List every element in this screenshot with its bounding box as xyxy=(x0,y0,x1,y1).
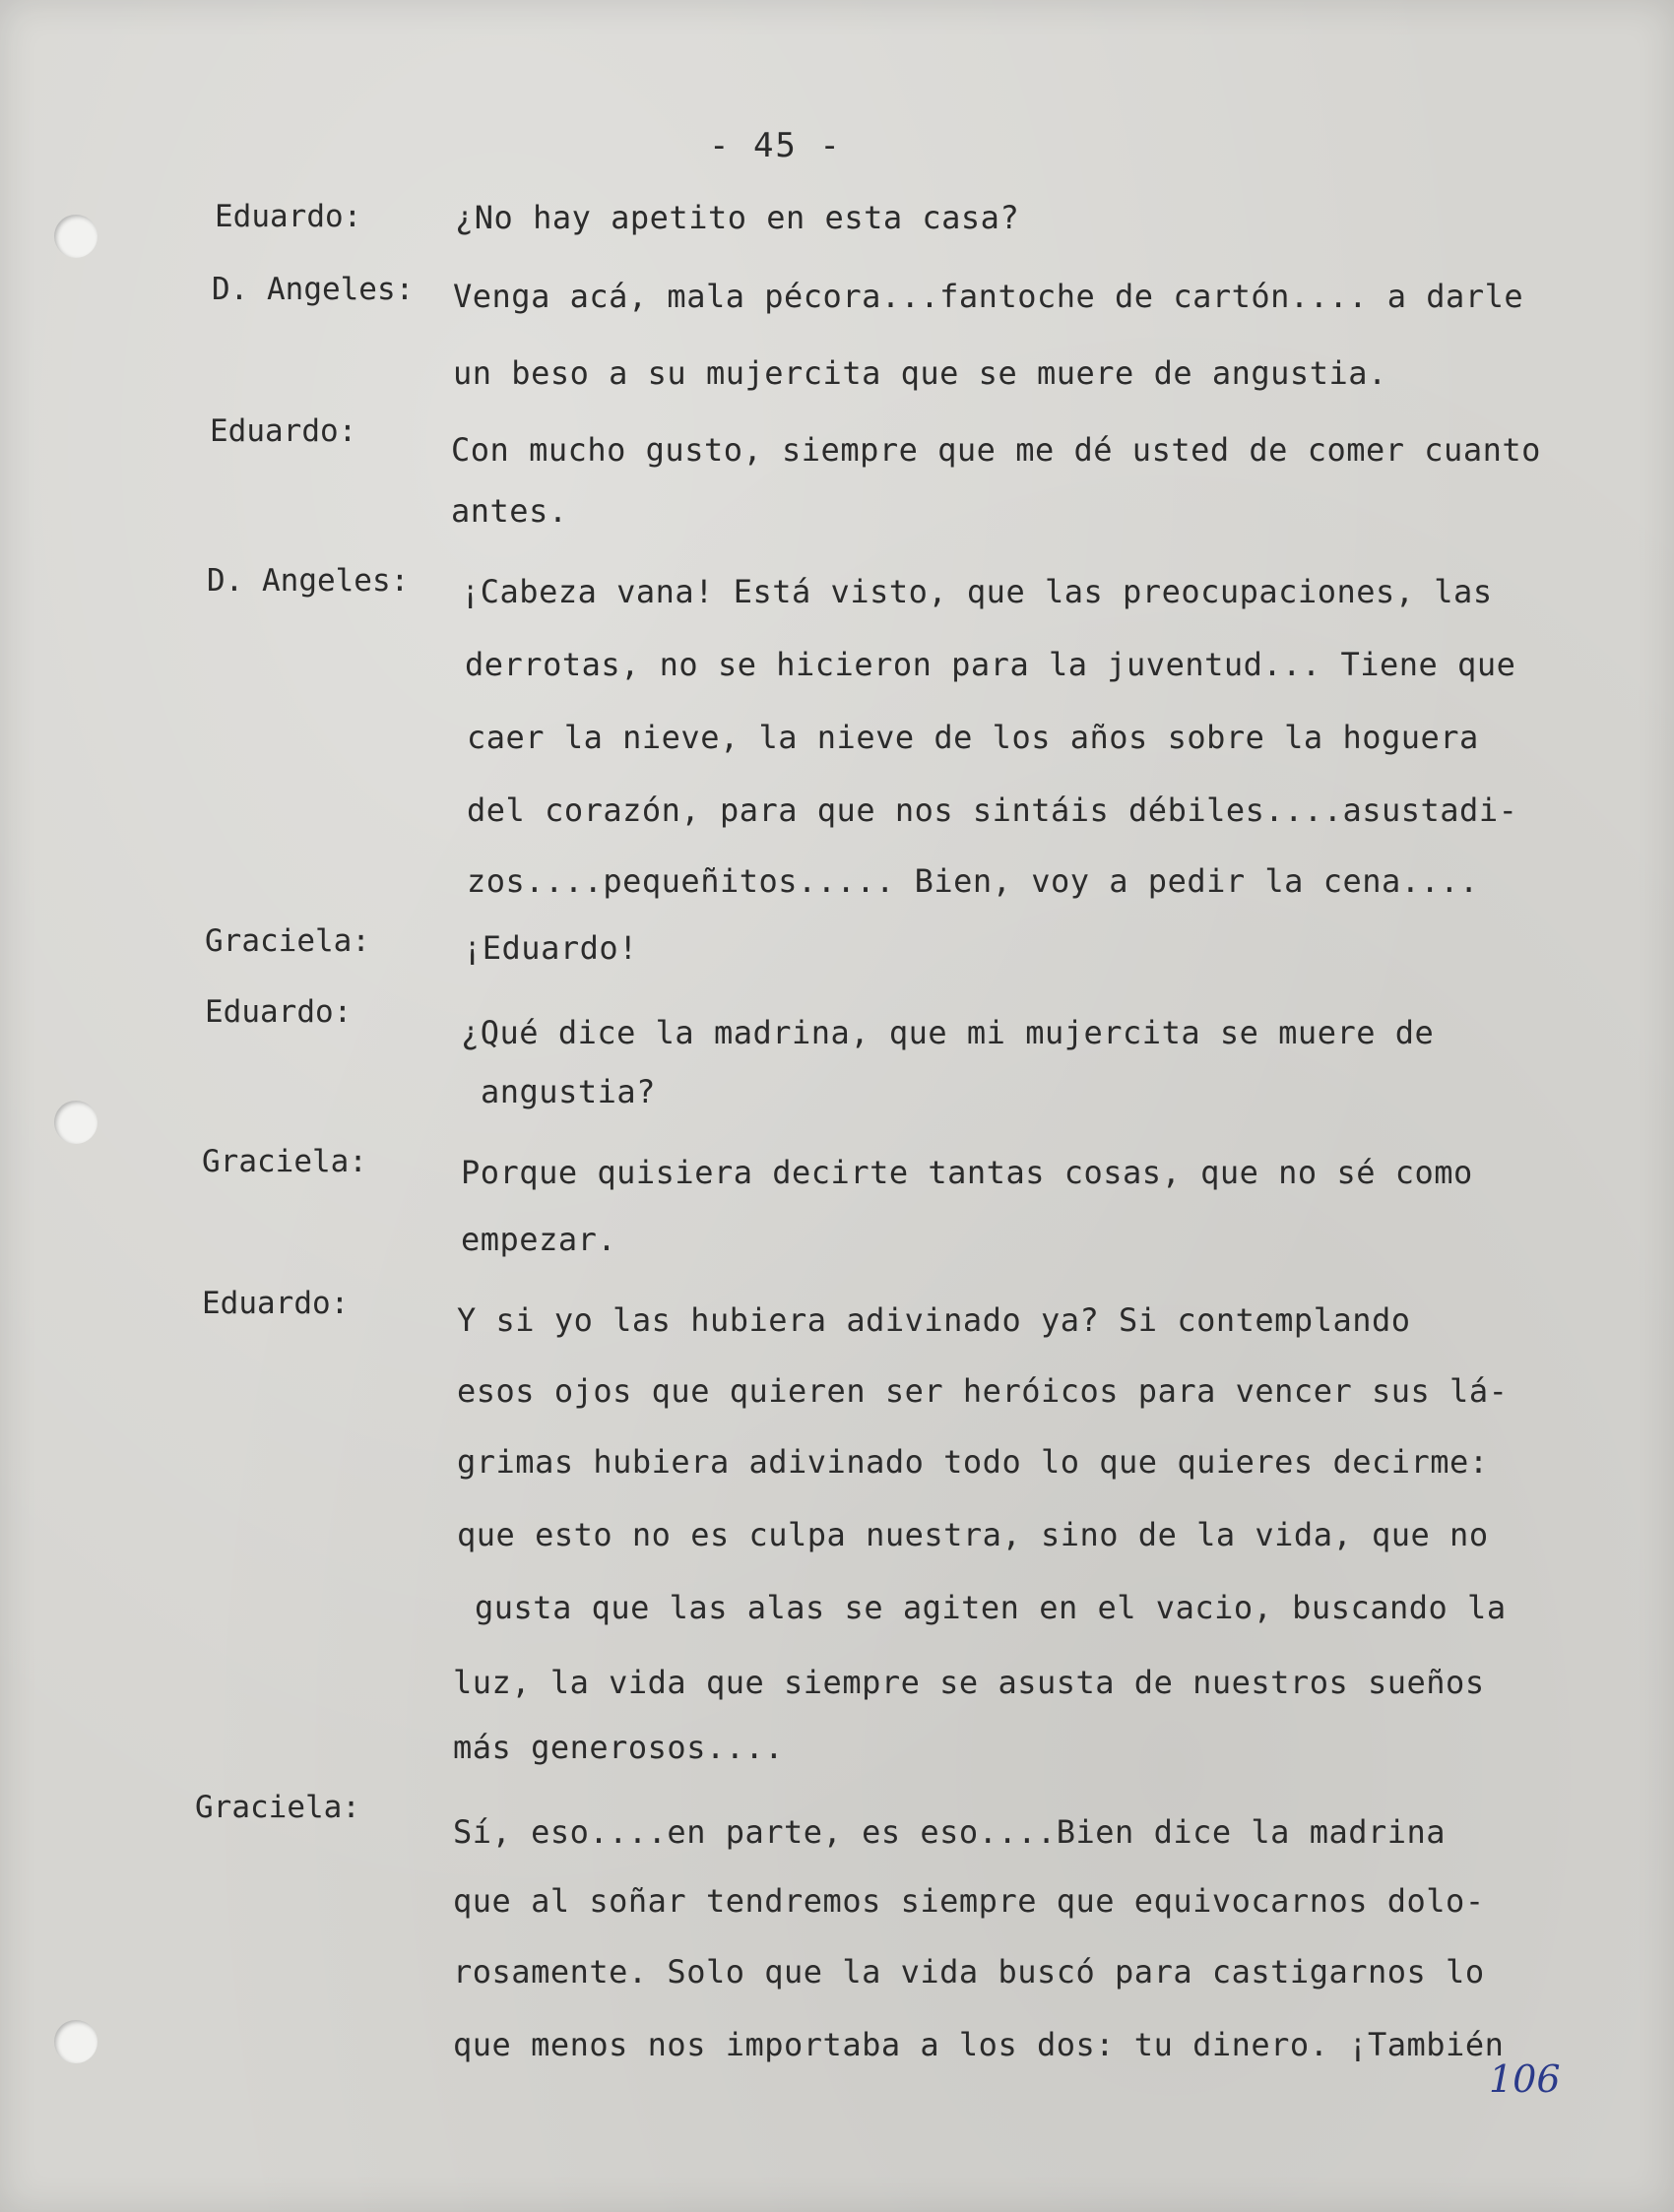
speaker-label: Eduardo: xyxy=(205,994,353,1030)
dialogue-line: antes. xyxy=(451,492,568,530)
dialogue-line: que menos nos importaba a los dos: tu dinero. ¡También xyxy=(453,2026,1505,2063)
dialogue-line: derrotas, no se hicieron para la juventud... Tiene que xyxy=(465,646,1516,683)
punch-hole xyxy=(54,2020,97,2063)
speaker-label: D. Angeles: xyxy=(207,563,410,599)
punch-hole xyxy=(54,215,97,258)
speaker-label: Eduardo: xyxy=(210,413,357,449)
dialogue-line: rosamente. Solo que la vida buscó para castigarnos lo xyxy=(453,1953,1485,1991)
speaker-label: Eduardo: xyxy=(202,1286,350,1321)
punch-hole xyxy=(54,1101,97,1144)
page-number: - 45 - xyxy=(709,126,842,165)
dialogue-line: ¡Cabeza vana! Está visto, que las preocupaciones, las xyxy=(461,573,1493,610)
dialogue-line: Sí, eso....en parte, es eso....Bien dice la madrina xyxy=(453,1813,1447,1851)
speaker-label: Graciela: xyxy=(202,1144,367,1179)
dialogue-line: gusta que las alas se agiten en el vacio, buscando la xyxy=(475,1589,1507,1626)
dialogue-line: empezar. xyxy=(461,1221,617,1258)
dialogue-line: que al soñar tendremos siempre que equivocarnos dolo- xyxy=(453,1882,1485,1920)
dialogue-line: Y si yo las hubiera adivinado ya? Si contemplando xyxy=(457,1301,1411,1339)
dialogue-line: esos ojos que quieren ser heróicos para vencer sus lá- xyxy=(457,1372,1509,1410)
dialogue-line: del corazón, para que nos sintáis débiles....asustadi- xyxy=(467,791,1518,829)
dialogue-line: Porque quisiera decirte tantas cosas, que no sé como xyxy=(461,1154,1473,1191)
dialogue-line: un beso a su mujercita que se muere de angustia. xyxy=(453,354,1387,392)
speaker-label: Eduardo: xyxy=(215,199,362,234)
dialogue-line: caer la nieve, la nieve de los años sobre la hoguera xyxy=(467,719,1479,756)
dialogue-line: ¿Qué dice la madrina, que mi mujercita se muere de xyxy=(461,1014,1435,1051)
dialogue-line: ¡Eduardo! xyxy=(463,929,638,967)
dialogue-line: luz, la vida que siempre se asusta de nuestros sueños xyxy=(453,1664,1485,1701)
speaker-label: D. Angeles: xyxy=(212,272,415,307)
dialogue-line: Con mucho gusto, siempre que me dé usted de comer cuanto xyxy=(451,431,1541,469)
dialogue-line: angustia? xyxy=(481,1073,656,1110)
handwritten-folio-number: 106 xyxy=(1489,2057,1561,2101)
dialogue-line: que esto no es culpa nuestra, sino de la vida, que no xyxy=(457,1516,1489,1553)
dialogue-line: Venga acá, mala pécora...fantoche de cartón.... a darle xyxy=(453,278,1524,315)
dialogue-line: grimas hubiera adivinado todo lo que quieres decirme: xyxy=(457,1443,1489,1481)
speaker-label: Graciela: xyxy=(195,1790,360,1825)
dialogue-line: más generosos.... xyxy=(453,1729,785,1766)
speaker-label: Graciela: xyxy=(205,923,370,959)
dialogue-line: zos....pequeñitos..... Bien, voy a pedir la cena.... xyxy=(467,862,1479,900)
dialogue-line: ¿No hay apetito en esta casa? xyxy=(455,199,1020,236)
